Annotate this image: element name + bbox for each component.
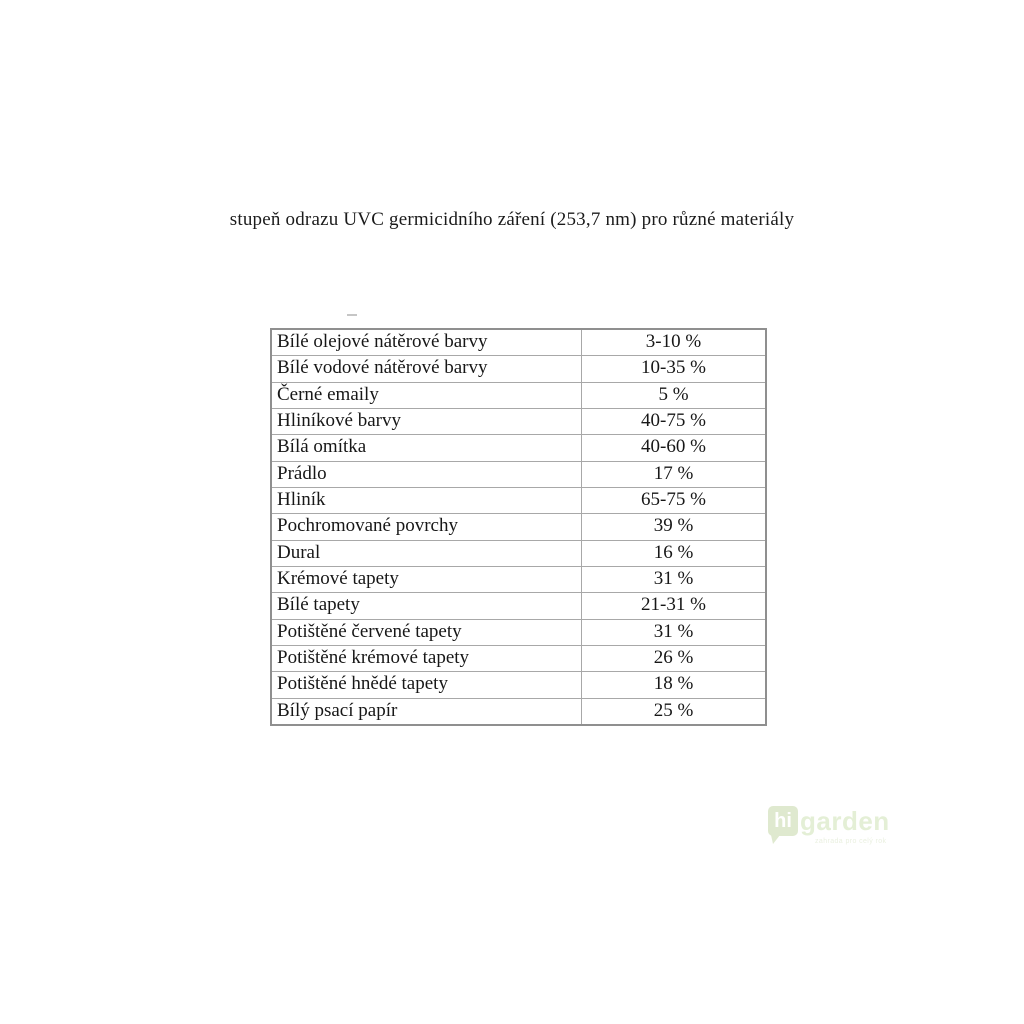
reflectance-value-cell: 18 % [582,672,767,698]
table-row [271,329,766,356]
material-cell: Bílé vodové nátěrové barvy [271,356,582,382]
logo-hi-text: hi [774,810,792,832]
table-row [271,645,766,671]
material-cell: Potištěné krémové tapety [271,645,582,671]
material-cell: Černé emaily [271,382,582,408]
table-row [271,672,766,698]
material-cell: Potištěné hnědé tapety [271,672,582,698]
reflectance-value-cell: 10-35 % [582,356,767,382]
material-cell: Dural [271,540,582,566]
material-cell: Prádlo [271,461,582,487]
table-row [271,540,766,566]
table-row [271,435,766,461]
material-cell: Pochromované povrchy [271,514,582,540]
reflectance-value-cell: 5 % [582,382,767,408]
reflectance-value-cell: 25 % [582,698,767,725]
reflectance-value-cell: 31 % [582,619,767,645]
logo-speech-tail-icon [771,835,780,844]
reflectance-value-cell: 21-31 % [582,593,767,619]
cropped-text-artifact [347,314,357,316]
reflectance-value-cell: 17 % [582,461,767,487]
table-row [271,408,766,434]
table-row [271,698,766,725]
table-row [271,461,766,487]
reflectance-value-cell: 39 % [582,514,767,540]
table-row [271,514,766,540]
reflectance-value-cell: 40-75 % [582,408,767,434]
table-row [271,487,766,513]
material-cell: Bílé olejové nátěrové barvy [271,329,582,356]
brand-text: garden [800,806,890,836]
table-row [271,566,766,592]
material-cell: Hliník [271,487,582,513]
reflectance-value-cell: 65-75 % [582,487,767,513]
reflectance-table-body [271,329,766,725]
table-row [271,382,766,408]
brand-tagline: zahrada pro celý rok [815,838,887,845]
material-cell: Bílá omítka [271,435,582,461]
higarden-watermark [768,806,898,851]
reflectance-value-cell: 16 % [582,540,767,566]
table-row [271,593,766,619]
higarden-logo-icon [768,806,798,836]
reflectance-value-cell: 3-10 % [582,329,767,356]
material-cell: Bílé tapety [271,593,582,619]
page-title: stupeň odrazu UVC germicidního záření (253,7 nm) pro různé materiály [229,209,795,230]
reflectance-value-cell: 31 % [582,566,767,592]
material-cell: Bílý psací papír [271,698,582,725]
reflectance-value-cell: 26 % [582,645,767,671]
material-cell: Potištěné červené tapety [271,619,582,645]
reflectance-value-cell: 40-60 % [582,435,767,461]
material-cell: Krémové tapety [271,566,582,592]
table-row [271,356,766,382]
material-cell: Hliníkové barvy [271,408,582,434]
table-row [271,619,766,645]
reflectance-table [270,328,767,726]
